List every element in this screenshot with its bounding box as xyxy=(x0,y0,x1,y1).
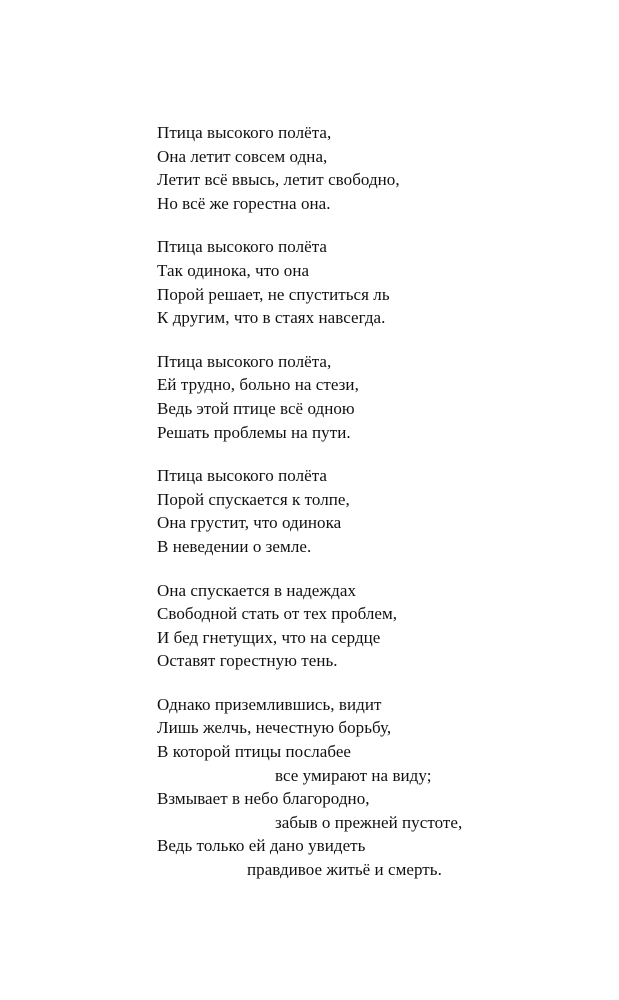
poem-line-indented: все умирают на виду; xyxy=(275,765,432,785)
poem-line: Летит всё ввысь, летит свободно, xyxy=(157,170,400,190)
poem xyxy=(157,121,477,882)
poem-line: Птица высокого полёта, xyxy=(157,351,332,371)
poem-line-indented: забыв о прежней пустоте, xyxy=(275,812,463,832)
poem-line-indented: правдивое житьё и смерть. xyxy=(247,860,442,880)
poem-line: Однако приземлившись, видит xyxy=(157,694,382,714)
stanza-5 xyxy=(157,579,477,673)
stanza-1 xyxy=(157,121,477,215)
poem-line: Лишь желчь, нечестную борьбу, xyxy=(157,718,392,738)
poem-line: Так одинока, что она xyxy=(157,260,310,280)
poem-line: Она спускается в надеждах xyxy=(157,580,357,600)
poem-line: Но всё же горестна она. xyxy=(157,193,331,213)
poem-line: К другим, что в стаях навсегда. xyxy=(157,308,386,328)
stanza-2 xyxy=(157,235,477,329)
poem-line: Она летит совсем одна, xyxy=(157,146,328,166)
poem-line: Ей трудно, больно на стези, xyxy=(157,375,359,395)
poem-line: Птица высокого полёта xyxy=(157,466,328,486)
poem-line: Оставят горестную тень. xyxy=(157,651,338,671)
poem-line: Решать проблемы на пути. xyxy=(157,422,351,442)
poem-line: В неведении о земле. xyxy=(157,536,312,556)
poem-line: Птица высокого полёта, xyxy=(157,123,332,142)
poem-line: Ведь этой птице всё одною xyxy=(157,398,355,418)
poem-line: И бед гнетущих, что на сердце xyxy=(157,627,381,647)
stanza-4 xyxy=(157,464,477,558)
poem-line: Она грустит, что одинока xyxy=(157,513,342,533)
poem-line: Порой решает, не спуститься ль xyxy=(157,284,390,304)
poem-line: Взмывает в небо благородно, xyxy=(157,789,370,809)
poem-line: Свободной стать от тех проблем, xyxy=(157,604,398,624)
poem-line: Ведь только ей дано увидеть xyxy=(157,836,366,856)
poem-line: Порой спускается к толпе, xyxy=(157,489,350,509)
poem-line: Птица высокого полёта xyxy=(157,237,328,257)
stanza-6 xyxy=(157,693,477,882)
stanza-3 xyxy=(157,350,477,444)
poem-line: В которой птицы послабее xyxy=(157,742,352,762)
